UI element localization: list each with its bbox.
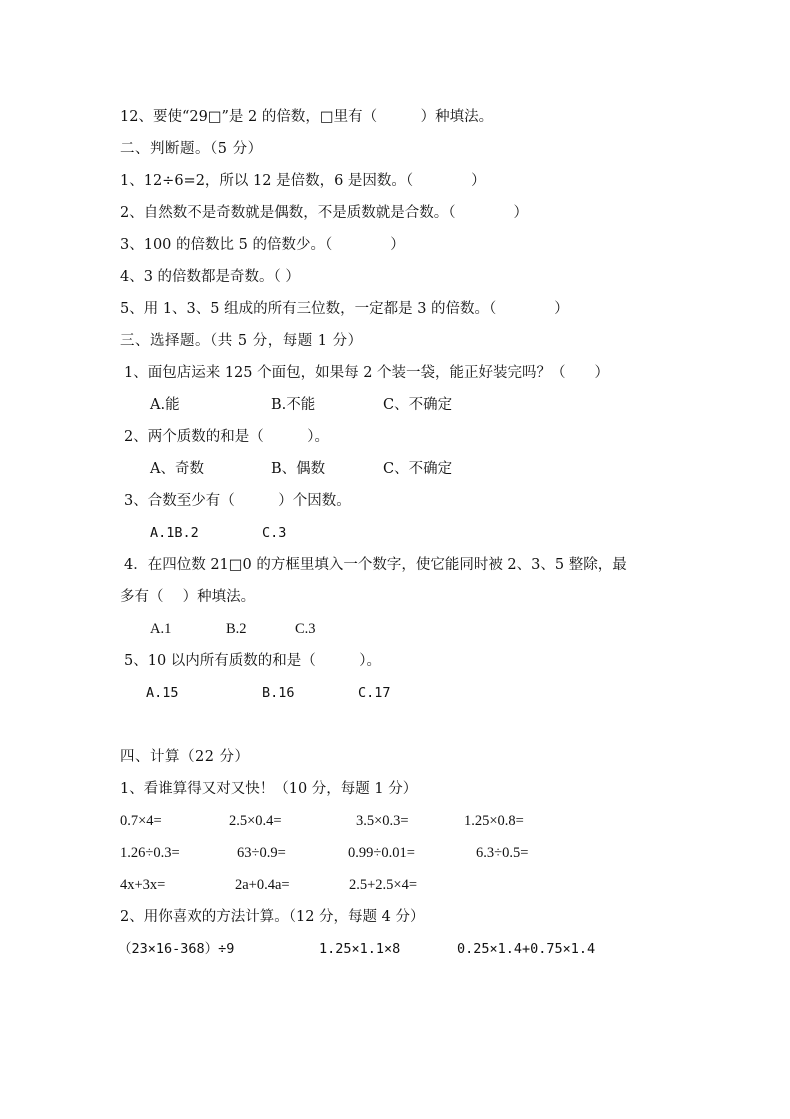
calc-row2-item1: 1.26÷0.3= (120, 845, 180, 861)
calc-row2-item4: 6.3÷0.5= (476, 845, 529, 861)
calc-sub1-title: 1、看谁算得又对又快！（10 分，每题 1 分） (120, 781, 418, 797)
calc-row2-item3: 0.99÷0.01= (348, 845, 415, 861)
calc-sub2-title: 2、用你喜欢的方法计算。（12 分，每题 4 分） (120, 909, 425, 925)
choice-q5-option-b: B.16 (262, 685, 295, 701)
choice-q3-option-c: C.3 (262, 525, 287, 541)
choice-q1-stem: 1、面包店运来 125 个面包，如果每 2 个装一袋，能正好装完吗？（ ） (124, 365, 610, 381)
section-judgement-title: 二、判断题。（5 分） (120, 141, 263, 157)
choice-q3-stem: 3、合数至少有（ ）个因数。 (124, 493, 351, 509)
judgement-item-1: 1、12÷6=2，所以 12 是倍数，6 是因数。（ ） (120, 173, 486, 189)
section-choice-title: 三、选择题。（共 5 分，每题 1 分） (120, 333, 363, 349)
calc-row3-item1: 4x+3x= (120, 877, 166, 893)
choice-q4-option-a: A.1 (150, 621, 172, 637)
choice-q2-option-b: B、偶数 (271, 461, 326, 477)
choice-q2-stem: 2、两个质数的和是（ ）。 (124, 429, 329, 445)
choice-q2-option-a: A、奇数 (150, 461, 204, 477)
choice-q3-option-ab: A.1B.2 (150, 525, 199, 541)
q12-line: 12、要使“29□”是 2 的倍数，□里有（ ）种填法。 (120, 109, 494, 125)
choice-q1-option-c: C、不确定 (383, 397, 453, 413)
calc-row1-item3: 3.5×0.3= (356, 813, 409, 829)
calc-row4-item1: （23×16-368）÷9 (118, 941, 235, 957)
choice-q5-stem: 5、10 以内所有质数的和是（ ）。 (124, 653, 382, 669)
judgement-item-2: 2、自然数不是奇数就是偶数，不是质数就是合数。（ ） (120, 205, 528, 221)
judgement-item-5: 5、用 1、3、5 组成的所有三位数，一定都是 3 的倍数。（ ） (120, 301, 569, 317)
choice-q4-stem-line2: 多有（ ）种填法。 (120, 589, 256, 605)
choice-q4-option-c: C.3 (295, 621, 316, 637)
calc-row3-item3: 2.5+2.5×4= (349, 877, 418, 893)
calc-row1-item4: 1.25×0.8= (464, 813, 524, 829)
choice-q1-option-b: B.不能 (271, 397, 316, 413)
section-calc-title: 四、计算（22 分） (120, 749, 250, 765)
calc-row3-item2: 2a+0.4a= (235, 877, 290, 893)
choice-q4-stem-line1: 4．在四位数 21□0 的方框里填入一个数字，使它能同时被 2、3、5 整除，最 (124, 557, 627, 573)
calc-row2-item2: 63÷0.9= (237, 845, 286, 861)
calc-row4-item3: 0.25×1.4+0.75×1.4 (457, 941, 596, 957)
choice-q2-option-c: C、不确定 (383, 461, 453, 477)
choice-q1-option-a: A.能 (150, 397, 180, 413)
judgement-item-3: 3、100 的倍数比 5 的倍数少。（ ） (120, 237, 405, 253)
calc-row1-item1: 0.7×4= (120, 813, 162, 829)
calc-row4-item2: 1.25×1.1×8 (319, 941, 401, 957)
choice-q4-option-b: B.2 (226, 621, 247, 637)
choice-q5-option-a: A.15 (146, 685, 179, 701)
choice-q5-option-c: C.17 (358, 685, 391, 701)
judgement-item-4: 4、3 的倍数都是奇数。（ ） (120, 269, 300, 285)
calc-row1-item2: 2.5×0.4= (229, 813, 282, 829)
